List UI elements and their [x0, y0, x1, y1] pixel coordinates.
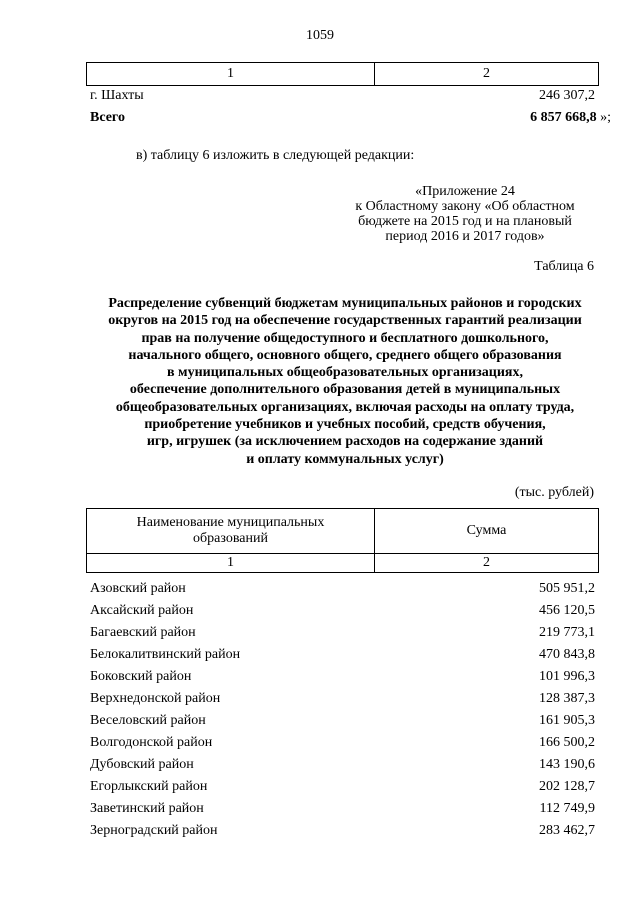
units-label: (тыс. рублей)	[514, 485, 594, 500]
header-sum-cell: Сумма	[375, 509, 599, 554]
table-row	[90, 88, 595, 108]
page-number: 1059	[306, 28, 334, 43]
municipality-name: Волгодонской район	[90, 735, 213, 750]
municipality-name: Дубовский район	[90, 757, 194, 772]
table-row	[90, 622, 595, 644]
table-row	[90, 798, 595, 820]
total-value: 6 857 668,8	[530, 110, 597, 125]
table-row	[90, 666, 595, 688]
title-line: обеспечение дополнительного образования детей в муниципальных	[129, 382, 561, 398]
title-line: Распределение субвенций бюджетам муниципальных районов и городских	[108, 296, 582, 311]
header-name-line: Наименование муниципальных	[136, 515, 325, 530]
continued-table-header	[86, 62, 599, 86]
table-row	[90, 710, 595, 732]
amount-value: 112 749,9	[539, 801, 595, 816]
header-name-line: образований	[193, 531, 268, 546]
municipality-name: Аксайский район	[90, 603, 194, 618]
municipality-name: Зерноградский район	[90, 823, 218, 838]
amount-value: 161 905,3	[539, 713, 595, 728]
header-name-cell	[87, 509, 375, 554]
amount-value: 101 996,3	[539, 669, 595, 684]
municipality-name: Азовский район	[90, 581, 186, 596]
municipality-name: Верхнедонской район	[90, 691, 221, 706]
table-header	[86, 508, 599, 573]
title-line: общеобразовательных организациях, включая расходы на оплату труда,	[115, 399, 575, 415]
table-row	[90, 820, 595, 842]
municipality-name: г. Шахты	[90, 88, 144, 103]
municipality-name: Багаевский район	[90, 625, 196, 640]
title-line: начального общего, основного общего, среднего общего образования	[128, 347, 562, 363]
column-number-2: 2	[375, 554, 599, 573]
table-row	[90, 776, 595, 798]
title-line: прав на получение общедоступного и бесплатного дошкольного,	[141, 330, 549, 346]
amount-value: 219 773,1	[539, 625, 595, 640]
amount-value: 283 462,7	[539, 823, 595, 838]
title-line: и оплату коммунальных услуг)	[246, 451, 444, 467]
closing-quote: »;	[596, 110, 611, 125]
table-row	[90, 754, 595, 776]
appendix-line: период 2016 и 2017 годов»	[385, 229, 545, 244]
amount-value: 470 843,8	[539, 647, 595, 662]
amount-value: 456 120,5	[539, 603, 595, 618]
table-row	[90, 644, 595, 666]
table-row	[90, 688, 595, 710]
table-row	[90, 732, 595, 754]
title-line: в муниципальных общеобразовательных организациях,	[167, 365, 523, 381]
appendix-line: «Приложение 24	[415, 184, 515, 199]
table-row	[90, 600, 595, 622]
municipality-name: Боковский район	[90, 669, 192, 684]
title-line: игр, игрушек (за исключением расходов на содержание зданий	[146, 434, 544, 450]
amount-value: 128 387,3	[539, 691, 595, 706]
total-row	[90, 110, 611, 130]
title-line: приобретение учебников и учебных пособий, средств обучения,	[144, 417, 546, 433]
total-label: Всего	[90, 110, 125, 125]
municipality-name: Заветинский район	[90, 801, 204, 816]
appendix-line: бюджете на 2015 год и на плановый	[358, 214, 572, 229]
column-number-1: 1	[87, 554, 375, 573]
table-number: Таблица 6	[534, 259, 594, 274]
appendix-line: к Областному закону «Об областном	[355, 199, 575, 214]
amount-value: 202 128,7	[539, 779, 595, 794]
amount-value: 166 500,2	[539, 735, 595, 750]
amount-value: 505 951,2	[539, 581, 595, 596]
municipality-name: Веселовский район	[90, 713, 206, 728]
column-number-1: 1	[87, 63, 375, 86]
amount-value: 246 307,2	[539, 88, 595, 103]
table-title	[80, 295, 610, 468]
municipality-name: Белокалитвинский район	[90, 647, 241, 662]
appendix-reference	[330, 184, 600, 244]
municipality-name: Егорлыкский район	[90, 779, 208, 794]
title-line: округов на 2015 год на обеспечение государственных гарантий реализации	[108, 313, 582, 329]
instruction-paragraph: в) таблицу 6 изложить в следующей редакции:	[136, 148, 415, 163]
municipality-list	[90, 578, 595, 842]
table-row	[90, 578, 595, 600]
amount-value: 143 190,6	[539, 757, 595, 772]
column-number-2: 2	[375, 63, 599, 86]
